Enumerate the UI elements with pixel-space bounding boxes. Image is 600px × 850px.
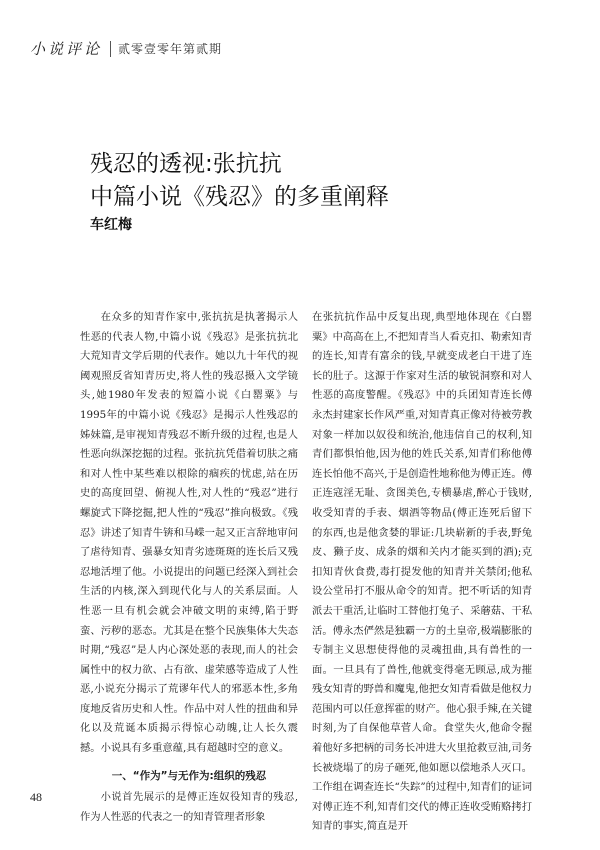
title-line-2: 中篇小说《残忍》的多重阐释 (90, 184, 389, 210)
paragraph-intro: 在众多的知青作家中,张抗抗是执著揭示人性恶的代表人物,中篇小说《残忍》是张抗抗北大荒知青文学后期的代表作。她以九十年代的视阈观照反省知青历史,将人性的残忍摄入文学镜头,她1980年发表的短篇小说《白罂粟》与1995年的中篇小说《残忍》是揭示人性残忍的姊妹篇,是审视知青残忍不断升级的过程,也是人性恶向纵深挖掘的过程。张抗抗凭借着切肤之痛和对人性中某些难以根除的痼疾的忧虑,站在历史的高度回望、俯视人性,对人性的“残忍”进行螺旋式下降挖掘,把人性的“残忍”推向极致。《残忍》讲述了知青牛锛和马嵘一起又正言辞地审问了虐待知青、强暴女知青劣迹斑斑的连长后又残忍地活埋了他。小说提出的问题已经深入到社会生活的内核,深入到现代化与人的关系层面。人性恶一旦有机会就会冲破文明的束缚,陷于野蛮、污秽的恶态。尤其是在整个民族集体大失态时期,“残忍”是人内心深处恶的表现,而人的社会属性中的权力欲、占有欲、虚荣感等造成了人性恶,小说充分揭示了荒谬年代人的邪恶本性,多角度地反省历史和人性。作品中对人性的扭曲和异化以及荒诞本质揭示得惊心动魄,让人长久震撼。小说具有多重意蕴,具有超越时空的意义。 (80, 311, 298, 755)
header-divider (110, 41, 111, 57)
author-name: 车红梅 (90, 217, 132, 233)
paragraph-section-start: 小说首先展示的是傅正连奴役知青的残忍,作为人性恶的代表之一的知青管理者形象 (80, 791, 298, 823)
article-title (90, 148, 389, 214)
title-line-1: 残忍的透视:张抗抗 (90, 151, 282, 177)
page-number: 48 (30, 790, 42, 804)
section-heading: 一、“作为”与无作为:组织的残忍 (111, 769, 267, 782)
body-column-left (80, 308, 298, 827)
issue-label: 贰零壹零年第贰期 (118, 42, 223, 56)
body-column-right (312, 308, 532, 837)
paragraph-continued: 在张抗抗作品中反复出现,典型地体现在《白罂粟》中高高在上,不把知青当人看克扣、勒索知青的连长,知青有富余的钱,早就变成老白干进了连长的肚子。这源于作家对生活的敏锐洞察和对人性恶的高度警醒。《残忍》中的兵团知青连长傅永杰封建家长作风严重,对知青真正像对待被劳教对象一样加以奴役和统治,他违信自己的权利,知青们都惧怕他,因为他的姓氏关系,知青们称他傅连长怕他不高兴,于是创造性地称他为傅正连。傅正连寇淫无耻、贪图美色,专横暴虐,醉心于钱财,收受知青的手表、烟酒等物品(傅正连死后留下的东西,也是他贪婪的罪证:几块崭新的手表,野兔皮、獭子皮、成条的烟和关内才能买到的酒);克扣知青伙食费,毒打提发他的知青并关禁闭;他私设公堂吊打不服从命令的知青。把不听话的知青派去干重活,让临时工替他打兔子、采蘑菇、干私活。傅永杰俨然是独霸一方的土皇帝,极端膨胀的专制主义思想使得他的灵魂扭曲,具有兽性的一面。一旦具有了兽性,他就变得毫无顾忌,成为摧残女知青的野兽和魔鬼,他把女知青看做是他权力范围内可以任意挥霍的财产。他心狠手辣,在关键时刻,为了自保他草菅人命。食堂失火,他命令握着他好多把柄的司务长冲进大火里抢救豆油,司务长被烧塌了的房子砸死,他如愿以偿地杀人灭口。工作组在调查连长“失踪”的过程中,知青们的证词对傅正连不利,知青们交代的傅正连收受贿赂拷打知青的事实,简直是开 (312, 311, 532, 833)
journal-header (30, 38, 222, 59)
journal-logo: 小说评论 (30, 40, 103, 58)
